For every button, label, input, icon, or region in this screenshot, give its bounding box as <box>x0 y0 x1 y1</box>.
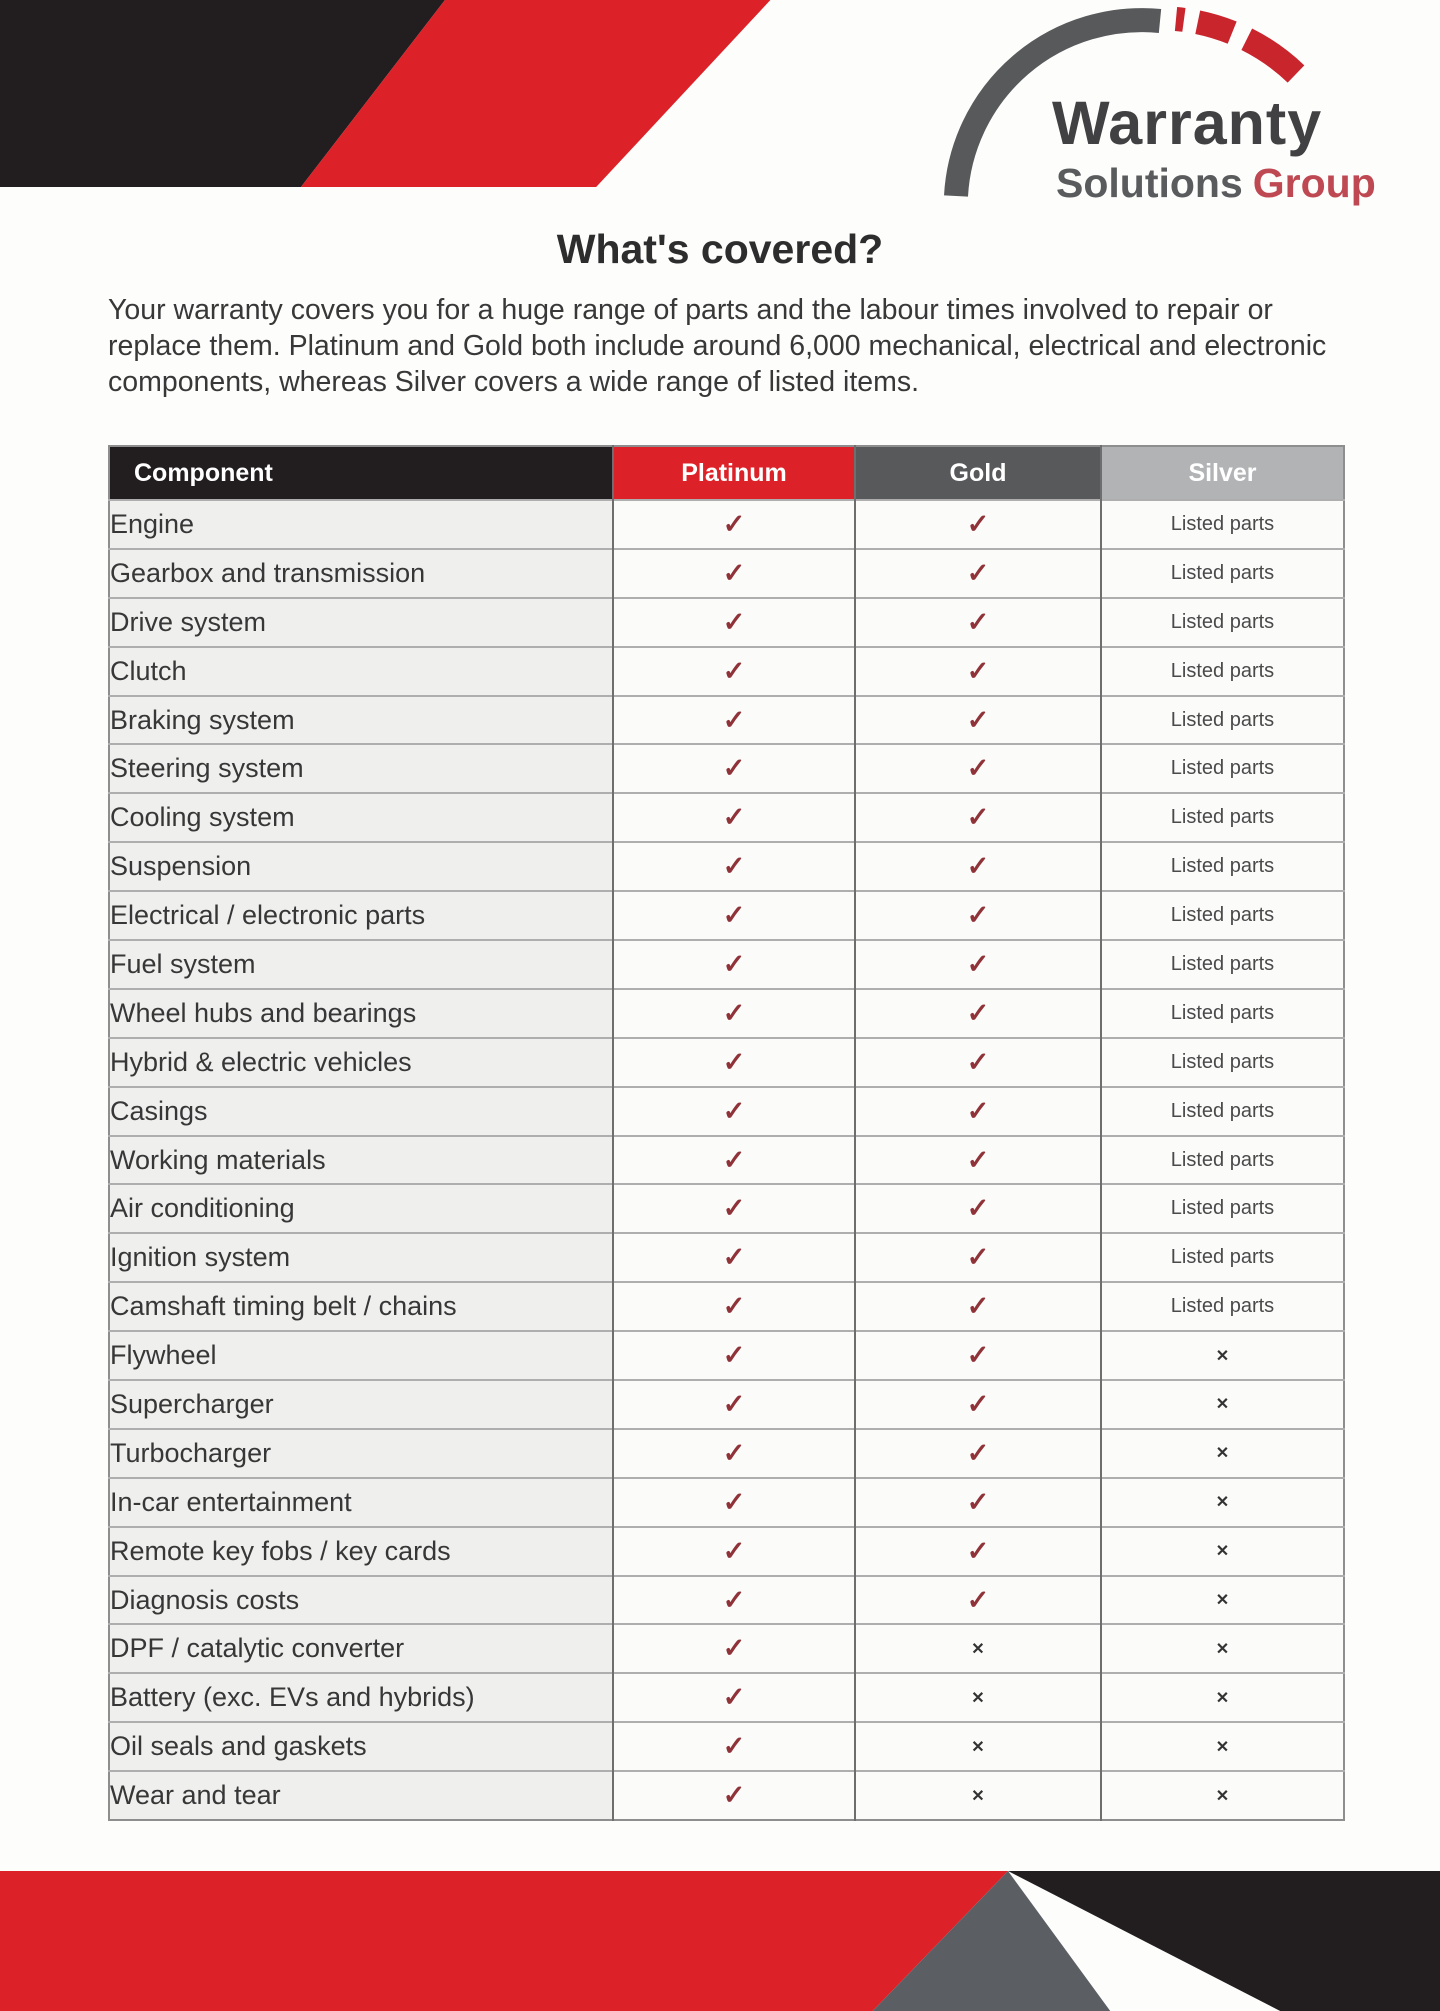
silver-value-cross: ✕ <box>1101 1380 1344 1429</box>
platinum-value-check: ✓ <box>613 891 855 940</box>
table-row <box>109 549 1344 598</box>
silver-value-listed: Listed parts <box>1101 549 1344 598</box>
platinum-value-check: ✓ <box>613 793 855 842</box>
table-row <box>109 647 1344 696</box>
gold-value-check: ✓ <box>855 1184 1101 1233</box>
gold-value-check: ✓ <box>855 842 1101 891</box>
header-silver: Silver <box>1101 446 1344 500</box>
platinum-value-check: ✓ <box>613 1331 855 1380</box>
gold-value-check: ✓ <box>855 1087 1101 1136</box>
gold-value-check: ✓ <box>855 744 1101 793</box>
component-cell: Steering system <box>109 744 613 793</box>
table-row <box>109 1527 1344 1576</box>
platinum-value-check: ✓ <box>613 1771 855 1820</box>
platinum-value-check: ✓ <box>613 1380 855 1429</box>
silver-value-listed: Listed parts <box>1101 891 1344 940</box>
gold-value-check: ✓ <box>855 500 1101 549</box>
component-cell: Working materials <box>109 1136 613 1185</box>
table-row <box>109 1478 1344 1527</box>
platinum-value-check: ✓ <box>613 1282 855 1331</box>
component-cell: Camshaft timing belt / chains <box>109 1282 613 1331</box>
silver-value-listed: Listed parts <box>1101 989 1344 1038</box>
silver-value-listed: Listed parts <box>1101 1282 1344 1331</box>
component-cell: Braking system <box>109 696 613 745</box>
silver-value-listed: Listed parts <box>1101 1087 1344 1136</box>
component-cell: Engine <box>109 500 613 549</box>
component-cell: Oil seals and gaskets <box>109 1722 613 1771</box>
table-row <box>109 500 1344 549</box>
component-cell: Ignition system <box>109 1233 613 1282</box>
gold-value-cross: ✕ <box>855 1722 1101 1771</box>
gold-value-check: ✓ <box>855 1478 1101 1527</box>
table-row <box>109 940 1344 989</box>
gold-value-check: ✓ <box>855 940 1101 989</box>
silver-value-listed: Listed parts <box>1101 500 1344 549</box>
platinum-value-check: ✓ <box>613 1184 855 1233</box>
coverage-table-wrap <box>108 445 1345 1821</box>
table-row <box>109 1184 1344 1233</box>
coverage-table-body <box>109 500 1344 1820</box>
gold-value-check: ✓ <box>855 549 1101 598</box>
coverage-table <box>108 445 1345 1821</box>
gold-value-check: ✓ <box>855 647 1101 696</box>
component-cell: Suspension <box>109 842 613 891</box>
component-cell: Wear and tear <box>109 1771 613 1820</box>
gold-value-check: ✓ <box>855 1331 1101 1380</box>
page-title: What's covered? <box>556 226 884 272</box>
silver-value-listed: Listed parts <box>1101 940 1344 989</box>
platinum-value-check: ✓ <box>613 1722 855 1771</box>
platinum-value-check: ✓ <box>613 1576 855 1625</box>
table-row <box>109 1673 1344 1722</box>
platinum-value-check: ✓ <box>613 1233 855 1282</box>
table-row <box>109 1380 1344 1429</box>
silver-value-listed: Listed parts <box>1101 598 1344 647</box>
silver-value-listed: Listed parts <box>1101 744 1344 793</box>
gold-value-check: ✓ <box>855 1233 1101 1282</box>
header-gold: Gold <box>855 446 1101 500</box>
platinum-value-check: ✓ <box>613 1429 855 1478</box>
table-header-row <box>109 446 1344 500</box>
table-row <box>109 1233 1344 1282</box>
brand-subname-solutions: Solutions <box>1056 160 1243 206</box>
platinum-value-check: ✓ <box>613 696 855 745</box>
platinum-value-check: ✓ <box>613 940 855 989</box>
table-row <box>109 842 1344 891</box>
silver-value-listed: Listed parts <box>1101 1038 1344 1087</box>
platinum-value-check: ✓ <box>613 1136 855 1185</box>
table-row <box>109 744 1344 793</box>
gold-value-check: ✓ <box>855 598 1101 647</box>
silver-value-cross: ✕ <box>1101 1478 1344 1527</box>
table-row <box>109 598 1344 647</box>
platinum-value-check: ✓ <box>613 842 855 891</box>
gold-value-check: ✓ <box>855 1429 1101 1478</box>
platinum-value-check: ✓ <box>613 1673 855 1722</box>
component-cell: Diagnosis costs <box>109 1576 613 1625</box>
component-cell: Gearbox and transmission <box>109 549 613 598</box>
brand-logo <box>940 0 1376 225</box>
table-row <box>109 696 1344 745</box>
platinum-value-check: ✓ <box>613 598 855 647</box>
platinum-value-check: ✓ <box>613 500 855 549</box>
silver-value-cross: ✕ <box>1101 1331 1344 1380</box>
table-row <box>109 1722 1344 1771</box>
component-cell: Casings <box>109 1087 613 1136</box>
platinum-value-check: ✓ <box>613 1624 855 1673</box>
silver-value-listed: Listed parts <box>1101 1184 1344 1233</box>
table-row <box>109 1429 1344 1478</box>
table-row <box>109 989 1344 1038</box>
silver-value-cross: ✕ <box>1101 1576 1344 1625</box>
component-cell: In-car entertainment <box>109 1478 613 1527</box>
table-row <box>109 793 1344 842</box>
component-cell: Hybrid & electric vehicles <box>109 1038 613 1087</box>
gold-value-check: ✓ <box>855 989 1101 1038</box>
silver-value-cross: ✕ <box>1101 1527 1344 1576</box>
gold-value-check: ✓ <box>855 696 1101 745</box>
platinum-value-check: ✓ <box>613 744 855 793</box>
silver-value-cross: ✕ <box>1101 1624 1344 1673</box>
platinum-value-check: ✓ <box>613 1527 855 1576</box>
table-row <box>109 1331 1344 1380</box>
header-component: Component <box>109 446 613 500</box>
gold-value-check: ✓ <box>855 1380 1101 1429</box>
header-platinum: Platinum <box>613 446 855 500</box>
platinum-value-check: ✓ <box>613 989 855 1038</box>
table-row <box>109 1576 1344 1625</box>
gold-value-cross: ✕ <box>855 1771 1101 1820</box>
brand-name: Warranty <box>1052 89 1323 157</box>
component-cell: Electrical / electronic parts <box>109 891 613 940</box>
gold-value-check: ✓ <box>855 891 1101 940</box>
platinum-value-check: ✓ <box>613 549 855 598</box>
gold-value-cross: ✕ <box>855 1673 1101 1722</box>
table-row <box>109 891 1344 940</box>
component-cell: Air conditioning <box>109 1184 613 1233</box>
table-row <box>109 1771 1344 1820</box>
bottom-decorative-band <box>0 1871 1440 2011</box>
gold-value-check: ✓ <box>855 1282 1101 1331</box>
gold-value-check: ✓ <box>855 1576 1101 1625</box>
component-cell: Clutch <box>109 647 613 696</box>
gold-value-cross: ✕ <box>855 1624 1101 1673</box>
silver-value-cross: ✕ <box>1101 1429 1344 1478</box>
table-row <box>109 1087 1344 1136</box>
component-cell: Drive system <box>109 598 613 647</box>
gold-value-check: ✓ <box>855 1527 1101 1576</box>
component-cell: Wheel hubs and bearings <box>109 989 613 1038</box>
component-cell: Battery (exc. EVs and hybrids) <box>109 1673 613 1722</box>
intro-paragraph: Your warranty covers you for a huge range of parts and the labour times involved to repair or replace them. Platinum and Gold both include around 6,000 mechanical, electrical and electronic components, whereas Silver covers a wide range of listed items. <box>108 294 1327 398</box>
table-row <box>109 1136 1344 1185</box>
component-cell: Fuel system <box>109 940 613 989</box>
silver-value-listed: Listed parts <box>1101 1136 1344 1185</box>
gold-value-check: ✓ <box>855 1038 1101 1087</box>
silver-value-listed: Listed parts <box>1101 696 1344 745</box>
component-cell: Cooling system <box>109 793 613 842</box>
silver-value-listed: Listed parts <box>1101 647 1344 696</box>
component-cell: Supercharger <box>109 1380 613 1429</box>
platinum-value-check: ✓ <box>613 1038 855 1087</box>
component-cell: Remote key fobs / key cards <box>109 1527 613 1576</box>
silver-value-cross: ✕ <box>1101 1722 1344 1771</box>
platinum-value-check: ✓ <box>613 1087 855 1136</box>
gold-value-check: ✓ <box>855 793 1101 842</box>
brand-subname-group: Group <box>1252 160 1376 206</box>
platinum-value-check: ✓ <box>613 1478 855 1527</box>
silver-value-listed: Listed parts <box>1101 1233 1344 1282</box>
silver-value-listed: Listed parts <box>1101 842 1344 891</box>
component-cell: Flywheel <box>109 1331 613 1380</box>
table-row <box>109 1282 1344 1331</box>
component-cell: DPF / catalytic converter <box>109 1624 613 1673</box>
silver-value-cross: ✕ <box>1101 1771 1344 1820</box>
gold-value-check: ✓ <box>855 1136 1101 1185</box>
brand-subname <box>1056 160 1376 207</box>
silver-value-cross: ✕ <box>1101 1673 1344 1722</box>
component-cell: Turbocharger <box>109 1429 613 1478</box>
silver-value-listed: Listed parts <box>1101 793 1344 842</box>
table-row <box>109 1624 1344 1673</box>
table-row <box>109 1038 1344 1087</box>
platinum-value-check: ✓ <box>613 647 855 696</box>
